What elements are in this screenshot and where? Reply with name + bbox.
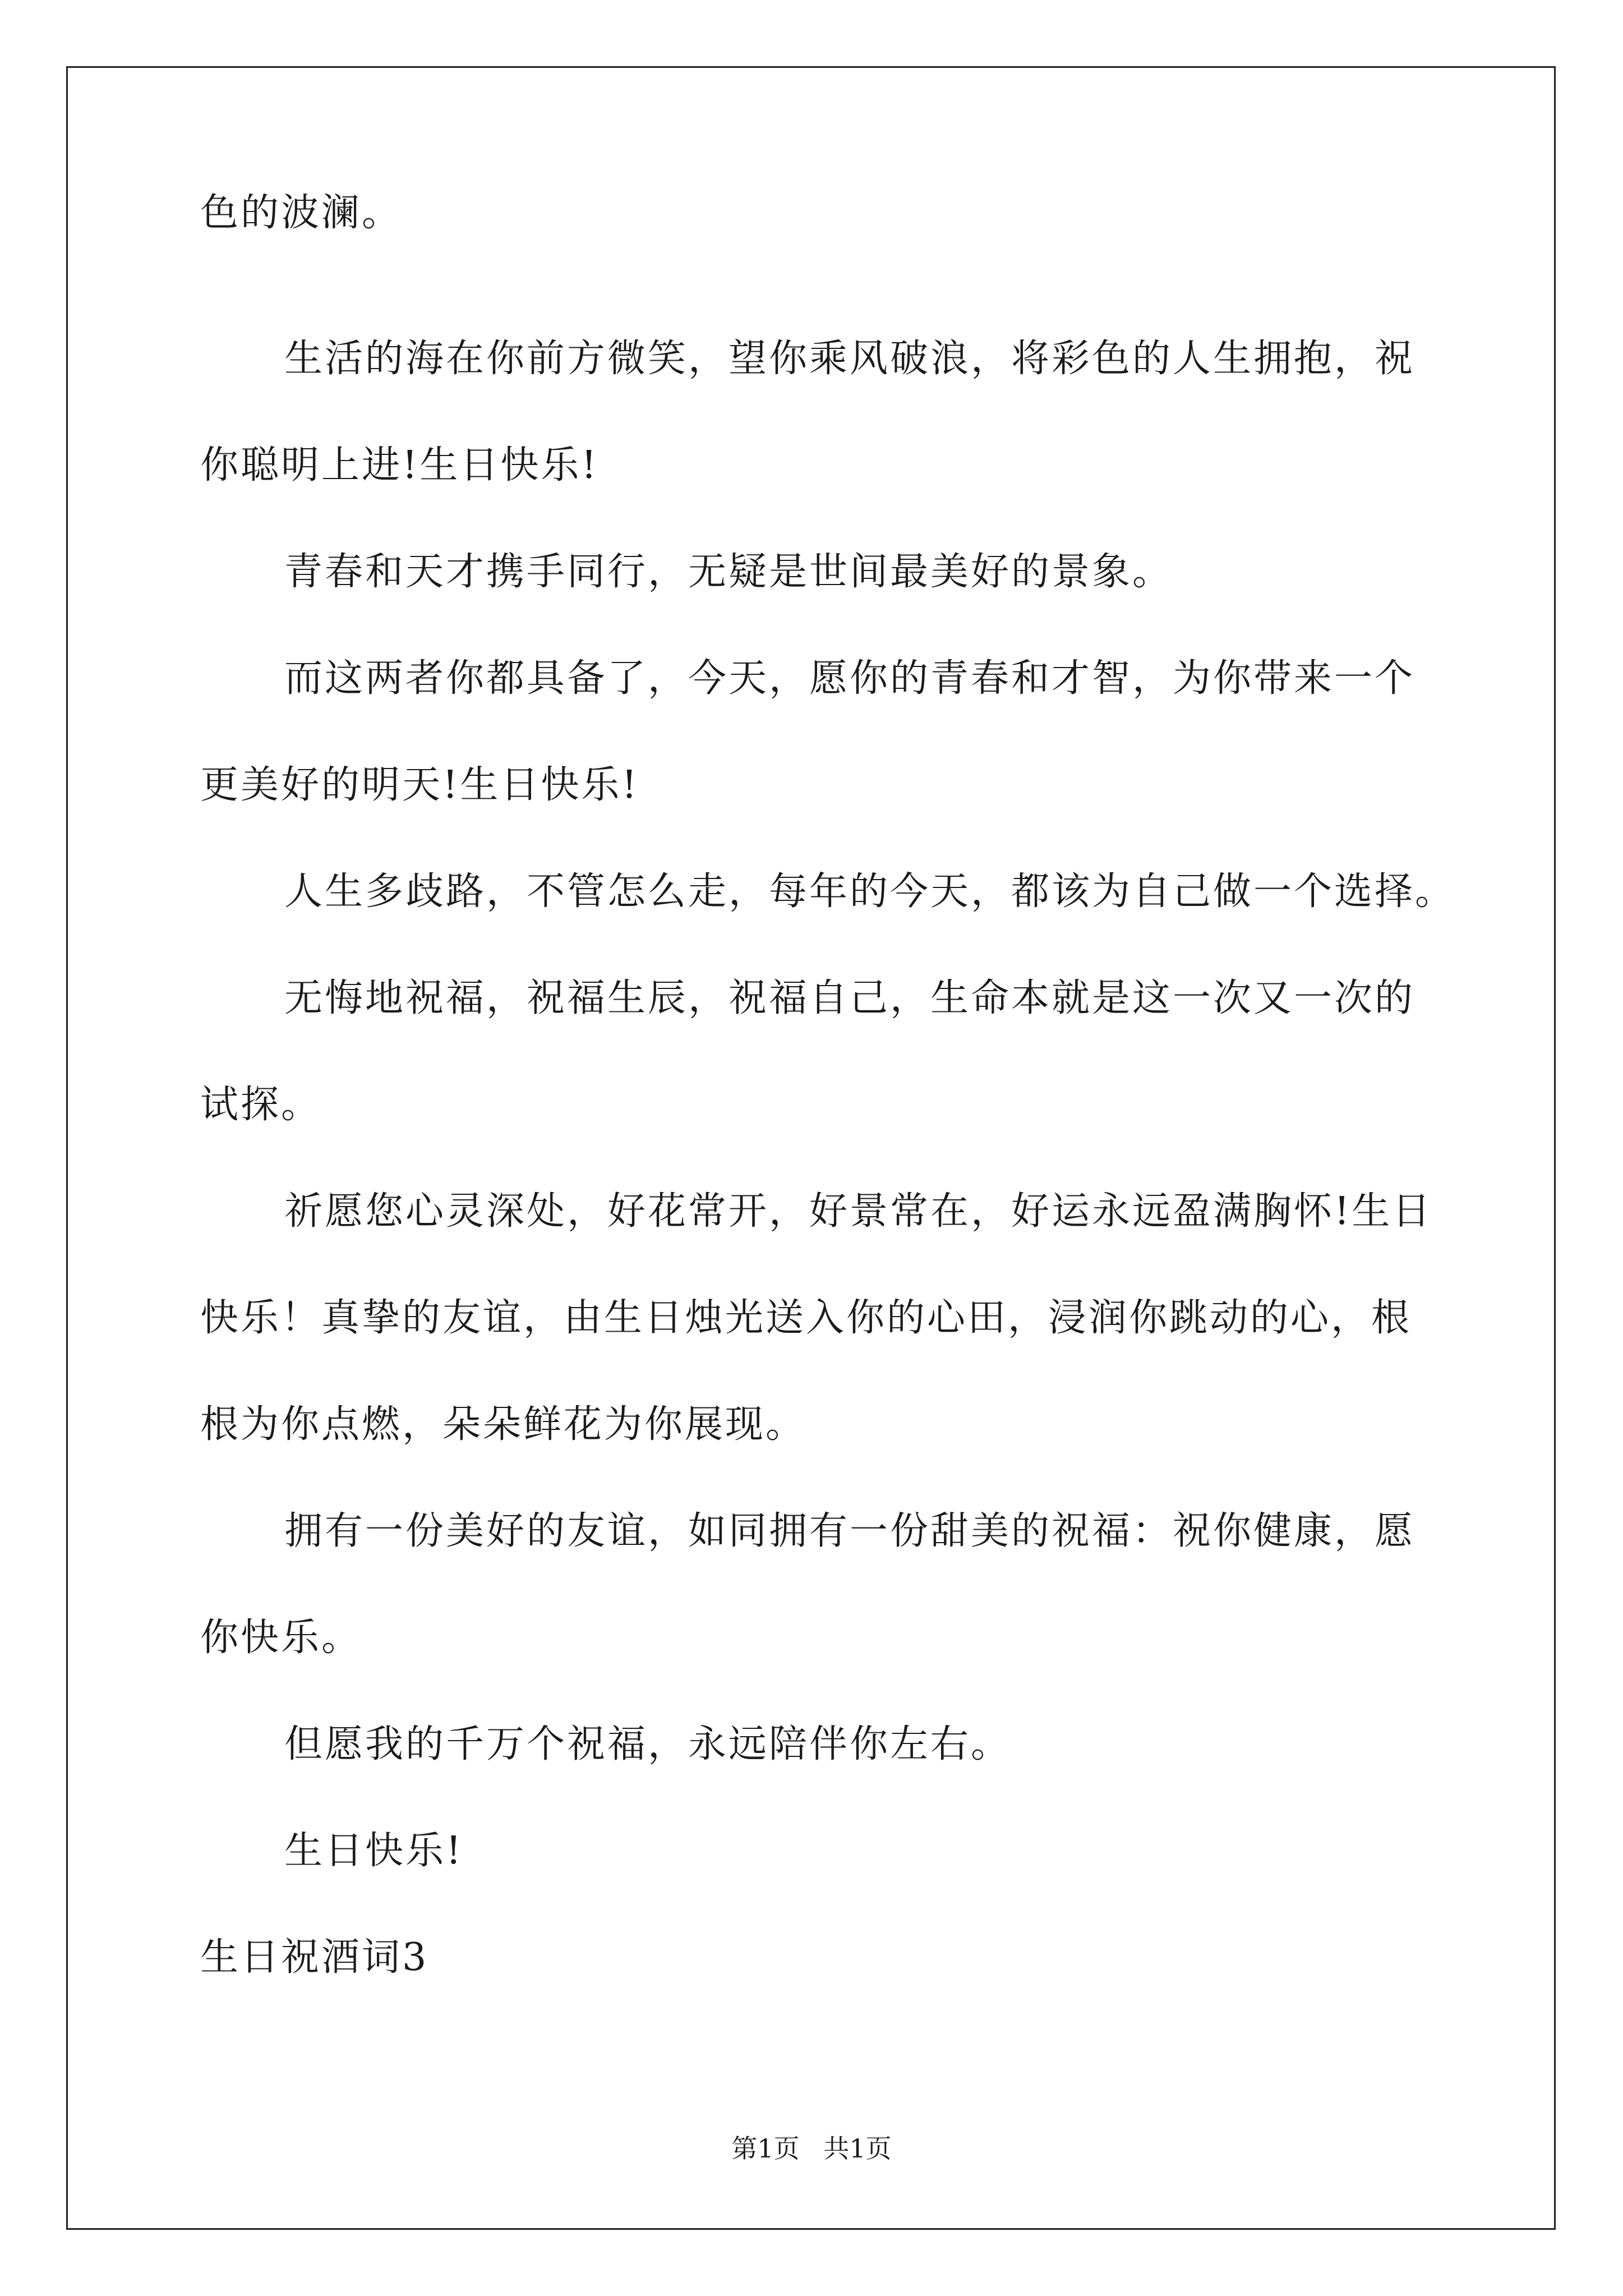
section-heading: 生日祝酒词3 bbox=[200, 1935, 429, 1980]
page-footer bbox=[0, 2132, 1623, 2165]
paragraph-line-4: 青春和天才携手同行，无疑是世间最美好的景象。 bbox=[284, 550, 1173, 594]
paragraph-line-1: 色的波澜。 bbox=[200, 191, 403, 235]
page-border bbox=[66, 66, 1556, 2230]
paragraph-line-8: 无悔地祝福，祝福生辰，祝福自己，生命本就是这一次又一次的 bbox=[284, 976, 1415, 1020]
paragraph-line-16: 生日快乐! bbox=[284, 1829, 464, 1873]
paragraph-line-15: 但愿我的千万个祝福，永远陪伴你左右。 bbox=[284, 1722, 1012, 1766]
paragraph-line-7: 人生多歧路，不管怎么走，每年的今天，都该为自己做一个选择。 bbox=[284, 869, 1456, 914]
paragraph-line-14: 你快乐。 bbox=[200, 1616, 362, 1660]
paragraph-line-11: 快乐！真挚的友谊，由生日烛光送入你的心田，浸润你跳动的心，根 bbox=[200, 1296, 1412, 1340]
page-number-current: 第1页 bbox=[731, 2133, 800, 2164]
page-number-total: 共1页 bbox=[823, 2133, 892, 2164]
paragraph-line-5: 而这两者你都具备了，今天，愿你的青春和才智，为你带来一个 bbox=[284, 656, 1415, 701]
paragraph-line-2: 生活的海在你前方微笑，望你乘风破浪，将彩色的人生拥抱，祝 bbox=[284, 337, 1415, 381]
paragraph-line-13: 拥有一份美好的友谊，如同拥有一份甜美的祝福：祝你健康，愿 bbox=[284, 1509, 1415, 1553]
paragraph-line-3: 你聪明上进!生日快乐! bbox=[200, 443, 599, 487]
paragraph-line-10: 祈愿您心灵深处，好花常开，好景常在，好运永远盈满胸怀!生日 bbox=[284, 1189, 1433, 1234]
paragraph-line-12: 根为你点燃，朵朵鲜花为你展现。 bbox=[200, 1402, 806, 1447]
paragraph-line-6: 更美好的明天!生日快乐! bbox=[200, 763, 639, 807]
paragraph-line-9: 试探。 bbox=[200, 1083, 322, 1127]
